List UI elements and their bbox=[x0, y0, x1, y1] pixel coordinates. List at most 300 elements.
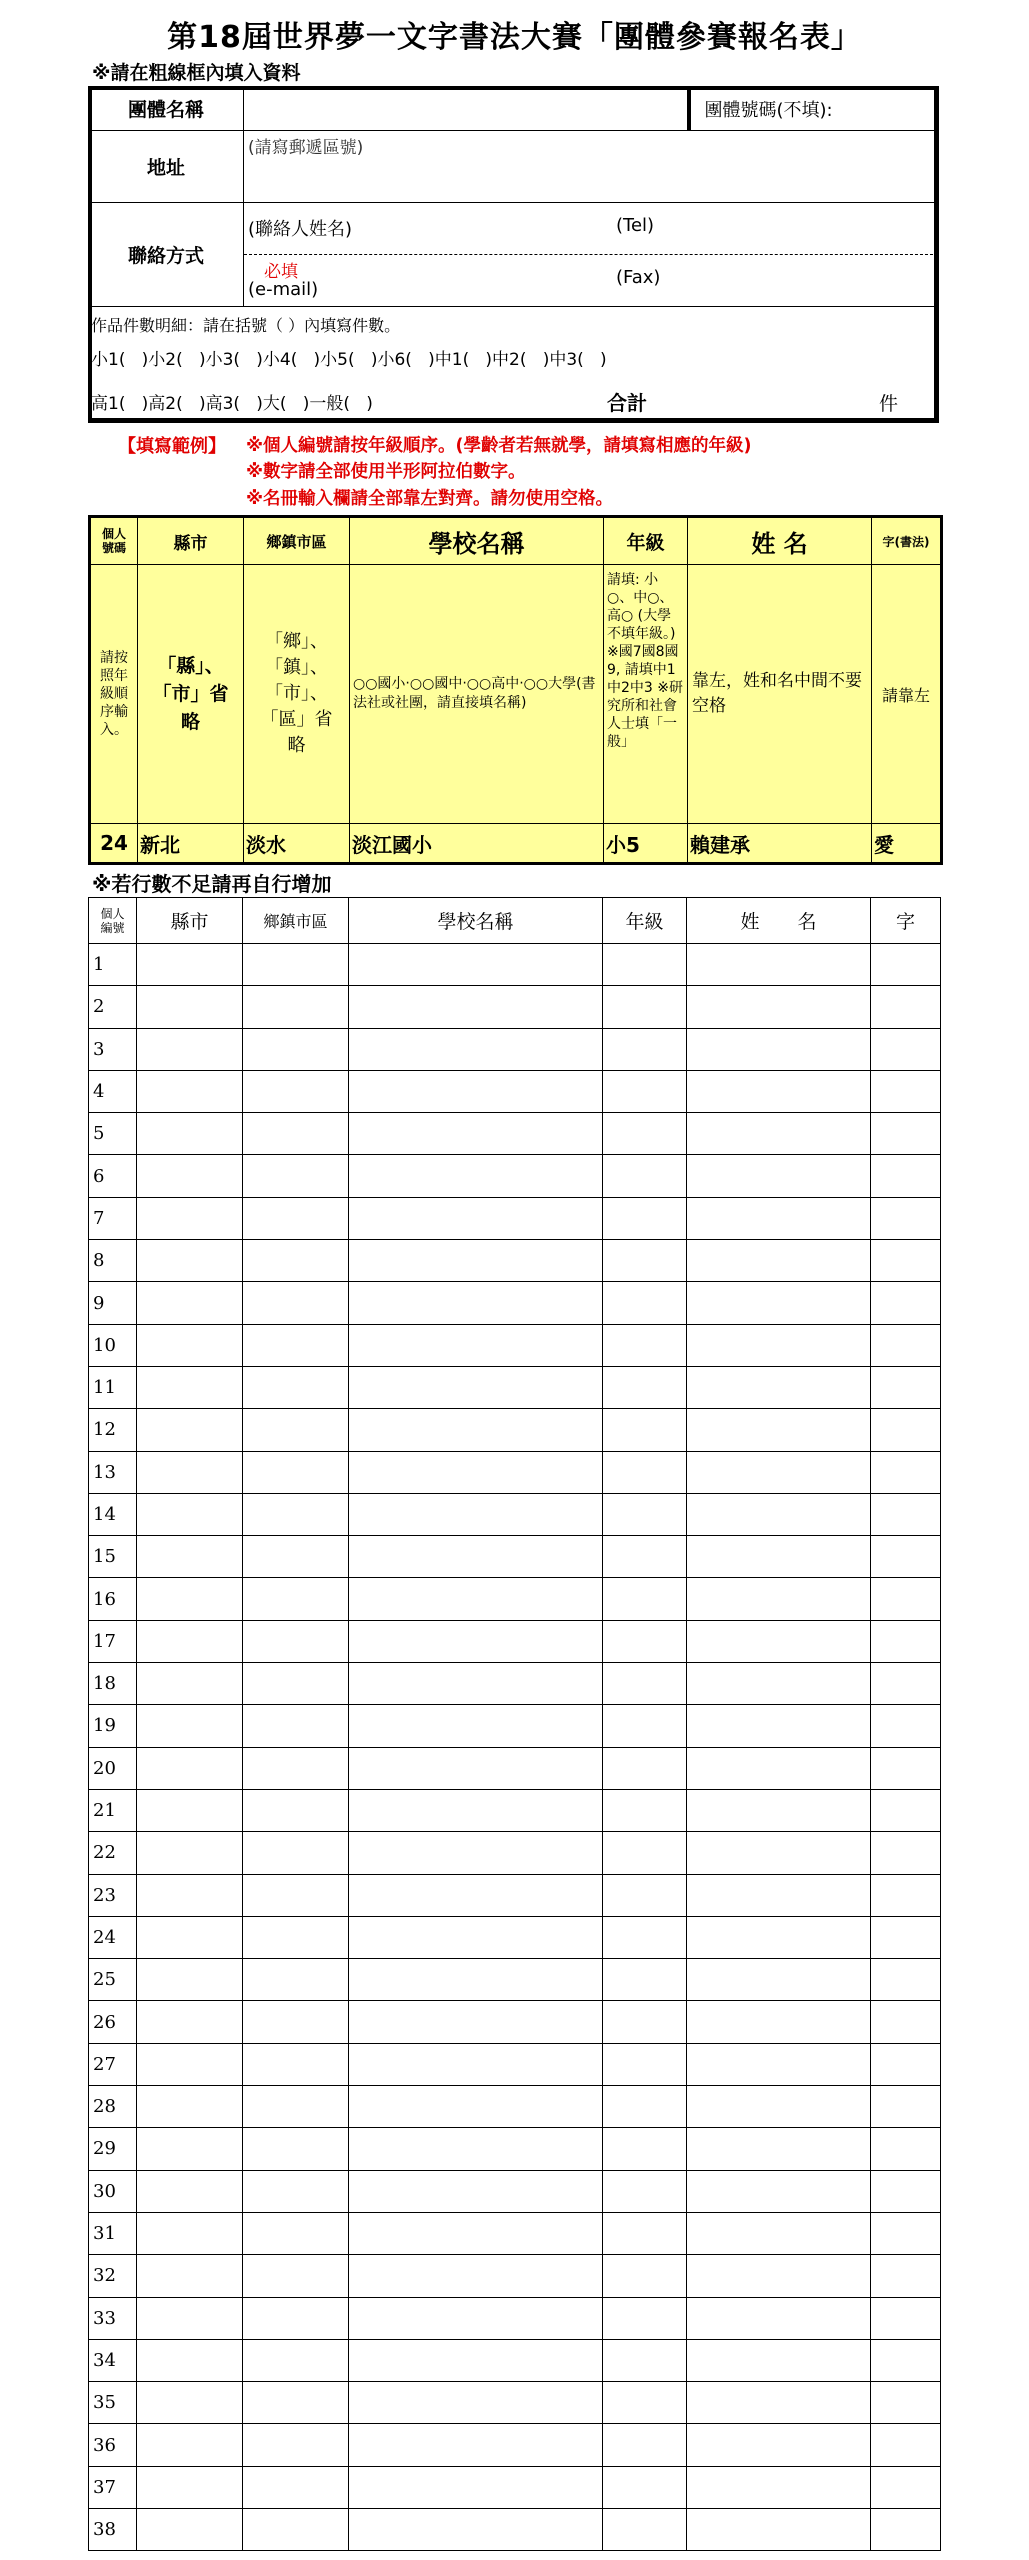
grade-cell[interactable] bbox=[603, 2255, 687, 2297]
district-cell[interactable] bbox=[243, 1324, 349, 1366]
character-cell[interactable] bbox=[871, 2086, 941, 2128]
city-cell[interactable] bbox=[137, 2212, 243, 2254]
school-cell[interactable] bbox=[349, 2170, 603, 2212]
school-cell[interactable] bbox=[349, 1578, 603, 1620]
example-cell-city: 新北 bbox=[138, 824, 244, 864]
name-cell[interactable] bbox=[687, 2424, 871, 2466]
character-cell[interactable] bbox=[871, 1240, 941, 1282]
example-header-school: 學校名稱 bbox=[350, 517, 604, 565]
character-cell[interactable] bbox=[871, 1536, 941, 1578]
grade-cell[interactable] bbox=[603, 1028, 687, 1070]
grade-cell[interactable] bbox=[603, 1240, 687, 1282]
table-row bbox=[89, 1113, 941, 1155]
city-cell[interactable] bbox=[137, 2001, 243, 2043]
city-cell[interactable] bbox=[137, 1959, 243, 2001]
grade-cell[interactable] bbox=[603, 2297, 687, 2339]
character-cell[interactable] bbox=[871, 2339, 941, 2381]
district-cell[interactable] bbox=[243, 1366, 349, 1408]
pieces-label: 件 bbox=[879, 393, 899, 415]
name-cell[interactable] bbox=[687, 1366, 871, 1408]
school-cell[interactable] bbox=[349, 1959, 603, 2001]
name-cell[interactable] bbox=[687, 2128, 871, 2170]
name-cell[interactable] bbox=[687, 1916, 871, 1958]
row-number: 38 bbox=[89, 2508, 137, 2550]
school-cell[interactable] bbox=[349, 1451, 603, 1493]
fax-hint: (Fax) bbox=[616, 267, 661, 288]
city-cell[interactable] bbox=[137, 1197, 243, 1239]
school-cell[interactable] bbox=[349, 1409, 603, 1451]
character-cell[interactable] bbox=[871, 1620, 941, 1662]
character-cell[interactable] bbox=[871, 1578, 941, 1620]
grade-cell[interactable] bbox=[603, 2508, 687, 2550]
name-cell[interactable] bbox=[687, 1070, 871, 1112]
character-cell[interactable] bbox=[871, 2382, 941, 2424]
city-cell[interactable] bbox=[137, 2043, 243, 2085]
city-cell[interactable] bbox=[137, 1155, 243, 1197]
roster-header-district: 鄉鎮市區 bbox=[243, 898, 349, 944]
grade-cell[interactable] bbox=[603, 2001, 687, 2043]
district-cell[interactable] bbox=[243, 1493, 349, 1535]
city-cell[interactable] bbox=[137, 2086, 243, 2128]
name-cell[interactable] bbox=[687, 2382, 871, 2424]
character-cell[interactable] bbox=[871, 1197, 941, 1239]
row-number: 20 bbox=[89, 1747, 137, 1789]
school-cell[interactable] bbox=[349, 1324, 603, 1366]
district-cell[interactable] bbox=[243, 2043, 349, 2085]
district-cell[interactable] bbox=[243, 1451, 349, 1493]
name-cell[interactable] bbox=[687, 1493, 871, 1535]
grade-cell[interactable] bbox=[603, 2128, 687, 2170]
city-cell[interactable] bbox=[137, 1705, 243, 1747]
character-cell[interactable] bbox=[871, 1747, 941, 1789]
school-cell[interactable] bbox=[349, 2128, 603, 2170]
grade-cell[interactable] bbox=[603, 1070, 687, 1112]
grade-cell[interactable] bbox=[603, 1705, 687, 1747]
district-cell[interactable] bbox=[243, 2086, 349, 2128]
grades-line-1: 小1( )小2( )小3( )小4( )小5( )小6( )中1( )中2( )中3( ) bbox=[91, 350, 607, 370]
total-label: 合計 bbox=[607, 391, 647, 415]
character-cell[interactable] bbox=[871, 1155, 941, 1197]
table-row bbox=[89, 2043, 941, 2085]
row-number: 23 bbox=[89, 1874, 137, 1916]
table-row bbox=[89, 1747, 941, 1789]
table-row bbox=[89, 1536, 941, 1578]
district-cell[interactable] bbox=[243, 2424, 349, 2466]
character-cell[interactable] bbox=[871, 2424, 941, 2466]
group-name-label: 團體名稱 bbox=[89, 87, 244, 131]
character-cell[interactable] bbox=[871, 2043, 941, 2085]
district-cell[interactable] bbox=[243, 2255, 349, 2297]
row-number: 18 bbox=[89, 1663, 137, 1705]
row-number: 26 bbox=[89, 2001, 137, 2043]
city-cell[interactable] bbox=[137, 1028, 243, 1070]
city-cell[interactable] bbox=[137, 1874, 243, 1916]
district-cell[interactable] bbox=[243, 2212, 349, 2254]
district-cell[interactable] bbox=[243, 1705, 349, 1747]
school-cell[interactable] bbox=[349, 1366, 603, 1408]
name-cell[interactable] bbox=[687, 2297, 871, 2339]
district-cell[interactable] bbox=[243, 2339, 349, 2381]
name-cell[interactable] bbox=[687, 1197, 871, 1239]
city-cell[interactable] bbox=[137, 1747, 243, 1789]
district-cell[interactable] bbox=[243, 1663, 349, 1705]
district-cell[interactable] bbox=[243, 1874, 349, 1916]
row-number: 4 bbox=[89, 1070, 137, 1112]
grade-cell[interactable] bbox=[603, 1578, 687, 1620]
grade-cell[interactable] bbox=[603, 2382, 687, 2424]
grade-cell[interactable] bbox=[603, 1409, 687, 1451]
school-cell[interactable] bbox=[349, 2001, 603, 2043]
row-number: 25 bbox=[89, 1959, 137, 2001]
character-cell[interactable] bbox=[871, 2001, 941, 2043]
table-row bbox=[89, 2508, 941, 2550]
roster-header-character: 字 bbox=[871, 898, 941, 944]
name-cell[interactable] bbox=[687, 1028, 871, 1070]
character-cell[interactable] bbox=[871, 1705, 941, 1747]
name-cell[interactable] bbox=[687, 1240, 871, 1282]
contact-divider bbox=[244, 254, 938, 255]
grade-cell[interactable] bbox=[603, 944, 687, 986]
grade-cell[interactable] bbox=[603, 2424, 687, 2466]
character-cell[interactable] bbox=[871, 1959, 941, 2001]
city-cell[interactable] bbox=[137, 1282, 243, 1324]
grade-cell[interactable] bbox=[603, 1155, 687, 1197]
name-cell[interactable] bbox=[687, 1409, 871, 1451]
school-cell[interactable] bbox=[349, 1705, 603, 1747]
character-cell[interactable] bbox=[871, 2508, 941, 2550]
name-cell[interactable] bbox=[687, 1874, 871, 1916]
district-cell[interactable] bbox=[243, 2508, 349, 2550]
district-cell[interactable] bbox=[243, 1747, 349, 1789]
character-cell[interactable] bbox=[871, 1832, 941, 1874]
school-cell[interactable] bbox=[349, 944, 603, 986]
example-header-city: 縣市 bbox=[138, 517, 244, 565]
group-info-form bbox=[88, 86, 939, 423]
name-cell[interactable] bbox=[687, 2086, 871, 2128]
row-number: 16 bbox=[89, 1578, 137, 1620]
grade-cell[interactable] bbox=[603, 1113, 687, 1155]
table-row bbox=[89, 2255, 941, 2297]
district-cell[interactable] bbox=[243, 1197, 349, 1239]
name-cell[interactable] bbox=[687, 1324, 871, 1366]
name-cell[interactable] bbox=[687, 2170, 871, 2212]
city-cell[interactable] bbox=[137, 2170, 243, 2212]
group-name-field[interactable] bbox=[244, 87, 689, 131]
table-row bbox=[89, 1959, 941, 2001]
school-cell[interactable] bbox=[349, 1620, 603, 1662]
row-number: 1 bbox=[89, 944, 137, 986]
school-cell[interactable] bbox=[349, 2382, 603, 2424]
city-cell[interactable] bbox=[137, 1451, 243, 1493]
name-cell[interactable] bbox=[687, 1578, 871, 1620]
district-cell[interactable] bbox=[243, 2297, 349, 2339]
school-cell[interactable] bbox=[349, 2086, 603, 2128]
row-number: 36 bbox=[89, 2424, 137, 2466]
character-cell[interactable] bbox=[871, 1916, 941, 1958]
district-cell[interactable] bbox=[243, 1620, 349, 1662]
district-cell[interactable] bbox=[243, 1113, 349, 1155]
school-cell[interactable] bbox=[349, 2043, 603, 2085]
district-cell[interactable] bbox=[243, 1409, 349, 1451]
name-cell[interactable] bbox=[687, 1832, 871, 1874]
name-cell[interactable] bbox=[687, 2508, 871, 2550]
grade-cell[interactable] bbox=[603, 1324, 687, 1366]
grade-cell[interactable] bbox=[603, 1959, 687, 2001]
address-hint: (請寫郵遞區號) bbox=[248, 138, 364, 158]
name-cell[interactable] bbox=[687, 2043, 871, 2085]
district-cell[interactable] bbox=[243, 1240, 349, 1282]
school-cell[interactable] bbox=[349, 2424, 603, 2466]
school-cell[interactable] bbox=[349, 2212, 603, 2254]
school-cell[interactable] bbox=[349, 1197, 603, 1239]
city-cell[interactable] bbox=[137, 1113, 243, 1155]
grade-cell[interactable] bbox=[603, 2086, 687, 2128]
name-cell[interactable] bbox=[687, 986, 871, 1028]
row-number: 8 bbox=[89, 1240, 137, 1282]
district-cell[interactable] bbox=[243, 1282, 349, 1324]
character-cell[interactable] bbox=[871, 986, 941, 1028]
grade-cell[interactable] bbox=[603, 1493, 687, 1535]
school-cell[interactable] bbox=[349, 1874, 603, 1916]
city-cell[interactable] bbox=[137, 1832, 243, 1874]
grade-cell[interactable] bbox=[603, 1197, 687, 1239]
grade-cell[interactable] bbox=[603, 2043, 687, 2085]
grade-cell[interactable] bbox=[603, 2466, 687, 2508]
example-cell-name: 賴建承 bbox=[688, 824, 872, 864]
city-cell[interactable] bbox=[137, 2339, 243, 2381]
city-cell[interactable] bbox=[137, 2508, 243, 2550]
table-row bbox=[89, 1705, 941, 1747]
school-cell[interactable] bbox=[349, 1240, 603, 1282]
school-cell[interactable] bbox=[349, 1493, 603, 1535]
character-cell[interactable] bbox=[871, 1493, 941, 1535]
character-cell[interactable] bbox=[871, 1324, 941, 1366]
example-header-character: 字(書法) bbox=[872, 517, 942, 565]
district-cell[interactable] bbox=[243, 2170, 349, 2212]
name-cell[interactable] bbox=[687, 2339, 871, 2381]
name-cell[interactable] bbox=[687, 1705, 871, 1747]
row-number: 34 bbox=[89, 2339, 137, 2381]
name-cell[interactable] bbox=[687, 1959, 871, 2001]
school-cell[interactable] bbox=[349, 2466, 603, 2508]
group-number-field[interactable] bbox=[689, 87, 939, 131]
tel-hint: (Tel) bbox=[616, 215, 655, 236]
name-cell[interactable] bbox=[687, 2212, 871, 2254]
character-cell[interactable] bbox=[871, 1113, 941, 1155]
district-cell[interactable] bbox=[243, 2128, 349, 2170]
name-cell[interactable] bbox=[687, 2255, 871, 2297]
character-cell[interactable] bbox=[871, 1663, 941, 1705]
roster-header-name: 姓 名 bbox=[687, 898, 871, 944]
example-header-district: 鄉鎮市區 bbox=[244, 517, 350, 565]
row-number: 27 bbox=[89, 2043, 137, 2085]
school-cell[interactable] bbox=[349, 986, 603, 1028]
school-cell[interactable] bbox=[349, 1789, 603, 1831]
district-cell[interactable] bbox=[243, 2466, 349, 2508]
grade-cell[interactable] bbox=[603, 2212, 687, 2254]
school-cell[interactable] bbox=[349, 1155, 603, 1197]
school-cell[interactable] bbox=[349, 1113, 603, 1155]
contact-name-hint: (聯絡人姓名) bbox=[248, 219, 353, 240]
grade-cell[interactable] bbox=[603, 1747, 687, 1789]
character-cell[interactable] bbox=[871, 2170, 941, 2212]
grade-cell[interactable] bbox=[603, 1916, 687, 1958]
row-number: 22 bbox=[89, 1832, 137, 1874]
character-cell[interactable] bbox=[871, 1409, 941, 1451]
city-cell[interactable] bbox=[137, 1409, 243, 1451]
name-cell[interactable] bbox=[687, 2466, 871, 2508]
table-row bbox=[89, 2086, 941, 2128]
roster-header-row bbox=[89, 898, 941, 944]
city-cell[interactable] bbox=[137, 2297, 243, 2339]
district-cell[interactable] bbox=[243, 1578, 349, 1620]
city-cell[interactable] bbox=[137, 1789, 243, 1831]
works-count-field[interactable] bbox=[89, 307, 939, 423]
required-label: 必填 bbox=[264, 262, 298, 282]
district-cell[interactable] bbox=[243, 1832, 349, 1874]
table-row bbox=[89, 1324, 941, 1366]
school-cell[interactable] bbox=[349, 2255, 603, 2297]
row-number: 32 bbox=[89, 2255, 137, 2297]
example-hint-grade: 請填: 小○、中○、高○ (大學不填年級。) ※國7國8國9, 請填中1中2中3 ※研究所和社會人士填「一般」 bbox=[604, 565, 688, 824]
table-row bbox=[89, 2382, 941, 2424]
table-row bbox=[89, 1197, 941, 1239]
contact-field[interactable] bbox=[244, 203, 939, 307]
row-number: 5 bbox=[89, 1113, 137, 1155]
grade-cell[interactable] bbox=[603, 1620, 687, 1662]
district-cell[interactable] bbox=[243, 944, 349, 986]
school-cell[interactable] bbox=[349, 2508, 603, 2550]
grade-cell[interactable] bbox=[603, 1789, 687, 1831]
name-cell[interactable] bbox=[687, 1113, 871, 1155]
city-cell[interactable] bbox=[137, 2255, 243, 2297]
city-cell[interactable] bbox=[137, 2466, 243, 2508]
grade-cell[interactable] bbox=[603, 1536, 687, 1578]
city-cell[interactable] bbox=[137, 986, 243, 1028]
district-cell[interactable] bbox=[243, 1789, 349, 1831]
example-hint-name: 靠左，姓和名中間不要空格 bbox=[688, 565, 872, 824]
school-cell[interactable] bbox=[349, 1747, 603, 1789]
table-row bbox=[89, 1155, 941, 1197]
name-cell[interactable] bbox=[687, 1747, 871, 1789]
school-cell[interactable] bbox=[349, 1536, 603, 1578]
name-cell[interactable] bbox=[687, 1620, 871, 1662]
city-cell[interactable] bbox=[137, 1536, 243, 1578]
district-cell[interactable] bbox=[243, 1959, 349, 2001]
grade-cell[interactable] bbox=[603, 2339, 687, 2381]
school-cell[interactable] bbox=[349, 1028, 603, 1070]
city-cell[interactable] bbox=[137, 1324, 243, 1366]
example-header-id: 個人號碼 bbox=[90, 517, 138, 565]
grade-cell[interactable] bbox=[603, 1874, 687, 1916]
roster-header-grade: 年級 bbox=[603, 898, 687, 944]
district-cell[interactable] bbox=[243, 1916, 349, 1958]
name-cell[interactable] bbox=[687, 1155, 871, 1197]
grade-cell[interactable] bbox=[603, 986, 687, 1028]
address-field[interactable] bbox=[244, 131, 939, 203]
row-number: 7 bbox=[89, 1197, 137, 1239]
example-note-1: ※個人編號請按年級順序。(學齡者若無就學，請填寫相應的年級) bbox=[246, 436, 752, 456]
city-cell[interactable] bbox=[137, 944, 243, 986]
city-cell[interactable] bbox=[137, 1663, 243, 1705]
school-cell[interactable] bbox=[349, 2339, 603, 2381]
character-cell[interactable] bbox=[871, 2128, 941, 2170]
school-cell[interactable] bbox=[349, 1282, 603, 1324]
row-number: 28 bbox=[89, 2086, 137, 2128]
table-row bbox=[89, 1916, 941, 1958]
name-cell[interactable] bbox=[687, 944, 871, 986]
district-cell[interactable] bbox=[243, 1536, 349, 1578]
character-cell[interactable] bbox=[871, 2255, 941, 2297]
row-number: 15 bbox=[89, 1536, 137, 1578]
roster-header-id: 個人編號 bbox=[89, 898, 137, 944]
city-cell[interactable] bbox=[137, 2424, 243, 2466]
district-cell[interactable] bbox=[243, 986, 349, 1028]
works-detail-note: 作品件數明細：請在括號（ ）內填寫件數。 bbox=[91, 316, 401, 335]
city-cell[interactable] bbox=[137, 1620, 243, 1662]
character-cell[interactable] bbox=[871, 944, 941, 986]
district-cell[interactable] bbox=[243, 2382, 349, 2424]
district-cell[interactable] bbox=[243, 2001, 349, 2043]
row-number: 37 bbox=[89, 2466, 137, 2508]
school-cell[interactable] bbox=[349, 1916, 603, 1958]
city-cell[interactable] bbox=[137, 2128, 243, 2170]
name-cell[interactable] bbox=[687, 1451, 871, 1493]
city-cell[interactable] bbox=[137, 2382, 243, 2424]
city-cell[interactable] bbox=[137, 1916, 243, 1958]
character-cell[interactable] bbox=[871, 1282, 941, 1324]
name-cell[interactable] bbox=[687, 1663, 871, 1705]
grade-cell[interactable] bbox=[603, 2170, 687, 2212]
example-table bbox=[88, 515, 943, 865]
character-cell[interactable] bbox=[871, 2212, 941, 2254]
school-cell[interactable] bbox=[349, 1070, 603, 1112]
name-cell[interactable] bbox=[687, 1282, 871, 1324]
character-cell[interactable] bbox=[871, 1028, 941, 1070]
name-cell[interactable] bbox=[687, 1789, 871, 1831]
grade-cell[interactable] bbox=[603, 1451, 687, 1493]
name-cell[interactable] bbox=[687, 2001, 871, 2043]
grade-cell[interactable] bbox=[603, 1366, 687, 1408]
character-cell[interactable] bbox=[871, 2466, 941, 2508]
contact-label: 聯絡方式 bbox=[89, 203, 244, 307]
example-cell-grade: 小5 bbox=[604, 824, 688, 864]
district-cell[interactable] bbox=[243, 1028, 349, 1070]
city-cell[interactable] bbox=[137, 1240, 243, 1282]
city-cell[interactable] bbox=[137, 1070, 243, 1112]
district-cell[interactable] bbox=[243, 1155, 349, 1197]
school-cell[interactable] bbox=[349, 1663, 603, 1705]
character-cell[interactable] bbox=[871, 2297, 941, 2339]
school-cell[interactable] bbox=[349, 1832, 603, 1874]
grade-cell[interactable] bbox=[603, 1282, 687, 1324]
character-cell[interactable] bbox=[871, 1451, 941, 1493]
character-cell[interactable] bbox=[871, 1789, 941, 1831]
character-cell[interactable] bbox=[871, 1874, 941, 1916]
city-cell[interactable] bbox=[137, 1366, 243, 1408]
address-label: 地址 bbox=[89, 131, 244, 203]
school-cell[interactable] bbox=[349, 2297, 603, 2339]
character-cell[interactable] bbox=[871, 1366, 941, 1408]
city-cell[interactable] bbox=[137, 1578, 243, 1620]
table-row bbox=[89, 986, 941, 1028]
grade-cell[interactable] bbox=[603, 1832, 687, 1874]
name-cell[interactable] bbox=[687, 1536, 871, 1578]
district-cell[interactable] bbox=[243, 1070, 349, 1112]
city-cell[interactable] bbox=[137, 1493, 243, 1535]
grade-cell[interactable] bbox=[603, 1663, 687, 1705]
character-cell[interactable] bbox=[871, 1070, 941, 1112]
